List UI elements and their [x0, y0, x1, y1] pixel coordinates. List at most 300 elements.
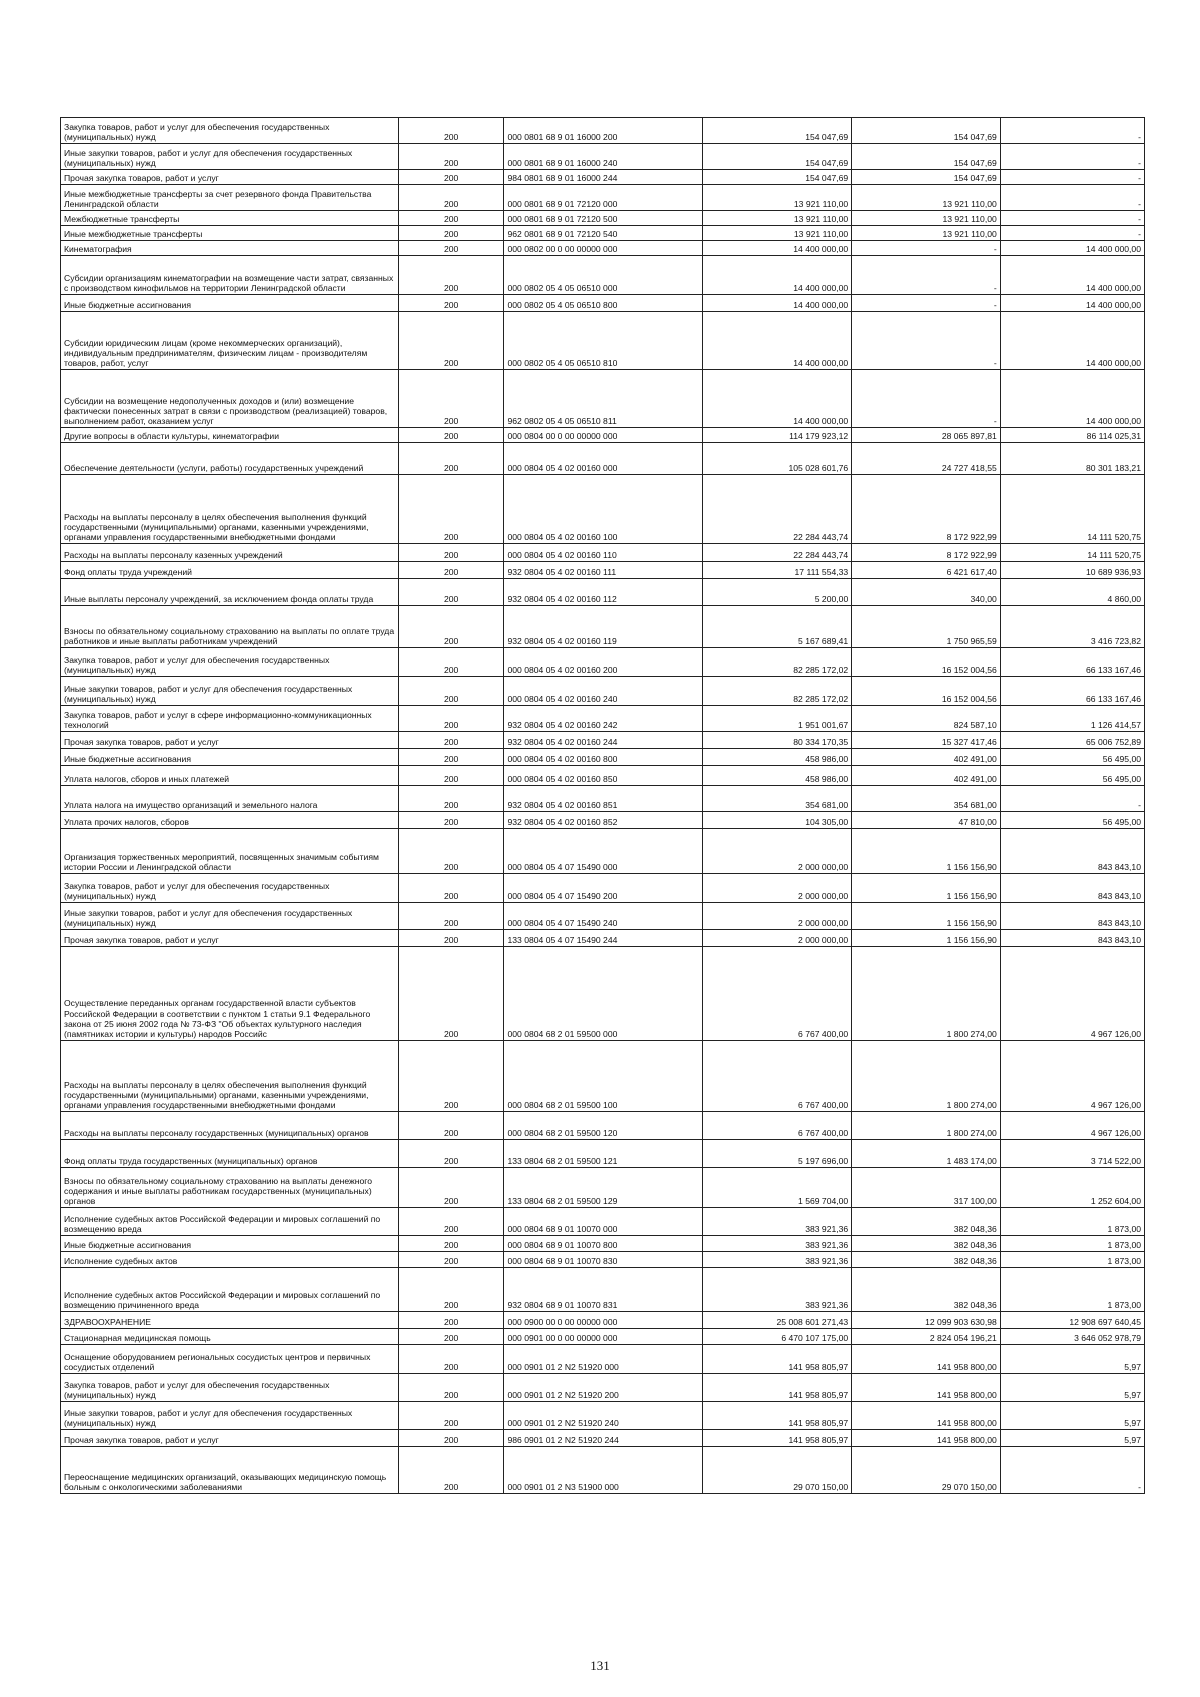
line-code: 200 [398, 475, 504, 544]
line-code: 200 [398, 812, 504, 829]
remaining-amount: - [1000, 786, 1144, 812]
expense-name: Межбюджетные трансферты [61, 211, 399, 226]
expense-name: Переоснащение медицинских организаций, оказывающих медицинскую помощь больным с онкологическими заболеваниями [61, 1447, 399, 1494]
executed-amount: 141 958 800,00 [852, 1374, 1001, 1402]
remaining-amount: 5,97 [1000, 1345, 1144, 1374]
table-row [61, 874, 1145, 903]
budget-classification-code: 133 0804 68 2 01 59500 121 [504, 1140, 702, 1168]
remaining-amount: 14 400 000,00 [1000, 256, 1144, 295]
expense-name: Прочая закупка товаров, работ и услуг [61, 170, 399, 185]
budget-classification-code: 000 0802 05 4 05 06510 000 [504, 256, 702, 295]
table-row [61, 144, 1145, 170]
expense-name: Субсидии юридическим лицам (кроме некоммерческих организаций), индивидуальным предпринимателям, физическим лицам - производителям товаров, работ, услуг [61, 312, 399, 370]
expense-name: Взносы по обязательному социальному страхованию на выплаты денежного содержания и иные выплаты работникам государственных (муниципальных) органов [61, 1168, 399, 1208]
budget-classification-code: 000 0804 05 4 02 00160 800 [504, 749, 702, 766]
budget-classification-code: 986 0901 01 2 N2 51920 244 [504, 1430, 702, 1447]
expense-name: Субсидии организациям кинематографии на возмещение части затрат, связанных с производством кинофильмов на территории Ленинградской области [61, 256, 399, 295]
line-code: 200 [398, 170, 504, 185]
expense-name: ЗДРАВООХРАНЕНИЕ [61, 1312, 399, 1329]
expense-name: Исполнение судебных актов Российской Федерации и мировых соглашений по возмещению причиненного вреда [61, 1268, 399, 1312]
executed-amount: 1 750 965,59 [852, 606, 1001, 648]
expense-name: Закупка товаров, работ и услуг для обеспечения государственных (муниципальных) нужд [61, 1374, 399, 1402]
table-row [61, 1447, 1145, 1494]
executed-amount: 6 421 617,40 [852, 562, 1001, 579]
remaining-amount: - [1000, 211, 1144, 226]
executed-amount: 24 727 418,55 [852, 443, 1001, 475]
approved-amount: 383 921,36 [702, 1208, 852, 1236]
remaining-amount: 4 967 126,00 [1000, 1041, 1144, 1112]
approved-amount: 14 400 000,00 [702, 295, 852, 312]
executed-amount: 8 172 922,99 [852, 475, 1001, 544]
remaining-amount: 4 967 126,00 [1000, 947, 1144, 1041]
approved-amount: 14 400 000,00 [702, 241, 852, 256]
table-row [61, 562, 1145, 579]
table-row [61, 226, 1145, 241]
remaining-amount: - [1000, 185, 1144, 211]
expense-name: Иные закупки товаров, работ и услуг для обеспечения государственных (муниципальных) нужд [61, 1402, 399, 1430]
executed-amount: 141 958 800,00 [852, 1402, 1001, 1430]
executed-amount: 8 172 922,99 [852, 544, 1001, 562]
approved-amount: 141 958 805,97 [702, 1374, 852, 1402]
remaining-amount: 843 843,10 [1000, 930, 1144, 947]
executed-amount: 382 048,36 [852, 1236, 1001, 1252]
approved-amount: 29 070 150,00 [702, 1447, 852, 1494]
approved-amount: 6 767 400,00 [702, 1041, 852, 1112]
line-code: 200 [398, 706, 504, 732]
line-code: 200 [398, 144, 504, 170]
remaining-amount: 12 908 697 640,45 [1000, 1312, 1144, 1329]
remaining-amount: - [1000, 118, 1144, 144]
approved-amount: 141 958 805,97 [702, 1345, 852, 1374]
budget-classification-code: 000 0804 68 9 01 10070 830 [504, 1252, 702, 1268]
remaining-amount: 843 843,10 [1000, 874, 1144, 903]
expense-name: Закупка товаров, работ и услуг для обеспечения государственных (муниципальных) нужд [61, 874, 399, 903]
executed-amount: 28 065 897,81 [852, 428, 1001, 443]
table-row [61, 930, 1145, 947]
table-row [61, 1312, 1145, 1329]
executed-amount: 354 681,00 [852, 786, 1001, 812]
table-row [61, 648, 1145, 677]
table-row [61, 812, 1145, 829]
executed-amount: 154 047,69 [852, 118, 1001, 144]
budget-classification-code: 932 0804 05 4 02 00160 851 [504, 786, 702, 812]
remaining-amount: 56 495,00 [1000, 812, 1144, 829]
executed-amount: 29 070 150,00 [852, 1447, 1001, 1494]
table-row [61, 295, 1145, 312]
remaining-amount: 1 873,00 [1000, 1208, 1144, 1236]
table-row [61, 677, 1145, 706]
executed-amount: 1 800 274,00 [852, 1041, 1001, 1112]
table-row [61, 786, 1145, 812]
table-row [61, 903, 1145, 930]
table-row [61, 1041, 1145, 1112]
expense-name: Другие вопросы в области культуры, кинематографии [61, 428, 399, 443]
table-row [61, 606, 1145, 648]
budget-classification-code: 932 0804 05 4 02 00160 852 [504, 812, 702, 829]
budget-classification-code: 000 0801 68 9 01 72120 000 [504, 185, 702, 211]
budget-classification-code: 000 0804 05 4 02 00160 200 [504, 648, 702, 677]
table-row [61, 1140, 1145, 1168]
executed-amount: 13 921 110,00 [852, 185, 1001, 211]
table-row [61, 1345, 1145, 1374]
line-code: 200 [398, 648, 504, 677]
line-code: 200 [398, 1329, 504, 1345]
budget-classification-code: 000 0801 68 9 01 16000 240 [504, 144, 702, 170]
line-code: 200 [398, 732, 504, 749]
executed-amount: 340,00 [852, 579, 1001, 606]
executed-amount: 1 800 274,00 [852, 1112, 1001, 1140]
line-code: 200 [398, 749, 504, 766]
line-code: 200 [398, 211, 504, 226]
budget-classification-code: 000 0901 01 2 N2 51920 200 [504, 1374, 702, 1402]
line-code: 200 [398, 1268, 504, 1312]
expense-name: Закупка товаров, работ и услуг для обеспечения государственных (муниципальных) нужд [61, 648, 399, 677]
line-code: 200 [398, 677, 504, 706]
executed-amount: - [852, 295, 1001, 312]
approved-amount: 5 167 689,41 [702, 606, 852, 648]
expense-name: Иные бюджетные ассигнования [61, 749, 399, 766]
remaining-amount: 3 646 052 978,79 [1000, 1329, 1144, 1345]
approved-amount: 13 921 110,00 [702, 226, 852, 241]
remaining-amount: 14 400 000,00 [1000, 370, 1144, 428]
budget-execution-table [60, 117, 1145, 1494]
budget-classification-code: 984 0801 68 9 01 16000 244 [504, 170, 702, 185]
expense-name: Закупка товаров, работ и услуг в сфере информационно-коммуникационных технологий [61, 706, 399, 732]
approved-amount: 154 047,69 [702, 144, 852, 170]
remaining-amount: 5,97 [1000, 1430, 1144, 1447]
budget-classification-code: 000 0804 68 2 01 59500 000 [504, 947, 702, 1041]
budget-classification-code: 000 0901 01 2 N2 51920 000 [504, 1345, 702, 1374]
table-row [61, 1168, 1145, 1208]
expense-name: Организация торжественных мероприятий, посвященных значимым событиям истории России и Ленинградской области [61, 829, 399, 874]
executed-amount: 13 921 110,00 [852, 226, 1001, 241]
budget-classification-code: 932 0804 05 4 02 00160 119 [504, 606, 702, 648]
approved-amount: 104 305,00 [702, 812, 852, 829]
approved-amount: 2 000 000,00 [702, 903, 852, 930]
line-code: 200 [398, 1041, 504, 1112]
remaining-amount: 843 843,10 [1000, 829, 1144, 874]
budget-classification-code: 000 0804 68 9 01 10070 800 [504, 1236, 702, 1252]
approved-amount: 383 921,36 [702, 1236, 852, 1252]
table-row [61, 1208, 1145, 1236]
expense-name: Прочая закупка товаров, работ и услуг [61, 930, 399, 947]
executed-amount: 13 921 110,00 [852, 211, 1001, 226]
budget-classification-code: 932 0804 05 4 02 00160 244 [504, 732, 702, 749]
table-row [61, 241, 1145, 256]
line-code: 200 [398, 930, 504, 947]
approved-amount: 458 986,00 [702, 766, 852, 786]
line-code: 200 [398, 1374, 504, 1402]
executed-amount: 1 156 156,90 [852, 874, 1001, 903]
line-code: 200 [398, 1345, 504, 1374]
line-code: 200 [398, 185, 504, 211]
line-code: 200 [398, 226, 504, 241]
line-code: 200 [398, 1236, 504, 1252]
remaining-amount: 86 114 025,31 [1000, 428, 1144, 443]
table-row [61, 211, 1145, 226]
budget-classification-code: 962 0801 68 9 01 72120 540 [504, 226, 702, 241]
executed-amount: 47 810,00 [852, 812, 1001, 829]
line-code: 200 [398, 874, 504, 903]
budget-classification-code: 962 0802 05 4 05 06510 811 [504, 370, 702, 428]
line-code: 200 [398, 1447, 504, 1494]
remaining-amount: 4 860,00 [1000, 579, 1144, 606]
executed-amount: 15 327 417,46 [852, 732, 1001, 749]
expense-name: Расходы на выплаты персоналу в целях обеспечения выполнения функций государственными (муниципальными) органами, казенными учреждениями, органами управления государственными внебюджетными фондами [61, 475, 399, 544]
approved-amount: 141 958 805,97 [702, 1430, 852, 1447]
expense-name: Уплата прочих налогов, сборов [61, 812, 399, 829]
approved-amount: 154 047,69 [702, 118, 852, 144]
table-row [61, 1252, 1145, 1268]
remaining-amount: 1 873,00 [1000, 1236, 1144, 1252]
table-row [61, 1268, 1145, 1312]
executed-amount: - [852, 256, 1001, 295]
line-code: 200 [398, 1430, 504, 1447]
executed-amount: 1 156 156,90 [852, 903, 1001, 930]
line-code: 200 [398, 562, 504, 579]
line-code: 200 [398, 1168, 504, 1208]
table-row [61, 312, 1145, 370]
remaining-amount: 14 400 000,00 [1000, 241, 1144, 256]
approved-amount: 154 047,69 [702, 170, 852, 185]
remaining-amount: 3 714 522,00 [1000, 1140, 1144, 1168]
expense-name: Закупка товаров, работ и услуг для обеспечения государственных (муниципальных) нужд [61, 118, 399, 144]
remaining-amount: 56 495,00 [1000, 766, 1144, 786]
table-row [61, 185, 1145, 211]
approved-amount: 1 569 704,00 [702, 1168, 852, 1208]
table-row [61, 170, 1145, 185]
line-code: 200 [398, 370, 504, 428]
expense-name: Уплата налога на имущество организаций и земельного налога [61, 786, 399, 812]
expense-name: Иные выплаты персоналу учреждений, за исключением фонда оплаты труда [61, 579, 399, 606]
expense-name: Кинематография [61, 241, 399, 256]
budget-classification-code: 000 0804 05 4 02 00160 240 [504, 677, 702, 706]
line-code: 200 [398, 118, 504, 144]
table-row [61, 749, 1145, 766]
budget-classification-code: 932 0804 05 4 02 00160 112 [504, 579, 702, 606]
table-row [61, 579, 1145, 606]
expense-name: Фонд оплаты труда государственных (муниципальных) органов [61, 1140, 399, 1168]
expense-name: Уплата налогов, сборов и иных платежей [61, 766, 399, 786]
line-code: 200 [398, 1312, 504, 1329]
budget-classification-code: 000 0804 05 4 07 15490 240 [504, 903, 702, 930]
remaining-amount: 65 006 752,89 [1000, 732, 1144, 749]
remaining-amount: - [1000, 1447, 1144, 1494]
line-code: 200 [398, 579, 504, 606]
executed-amount: 317 100,00 [852, 1168, 1001, 1208]
approved-amount: 458 986,00 [702, 749, 852, 766]
line-code: 200 [398, 766, 504, 786]
executed-amount: 154 047,69 [852, 144, 1001, 170]
expense-name: Обеспечение деятельности (услуги, работы) государственных учреждений [61, 443, 399, 475]
table-row [61, 829, 1145, 874]
expense-name: Исполнение судебных актов Российской Федерации и мировых соглашений по возмещению вреда [61, 1208, 399, 1236]
executed-amount: - [852, 312, 1001, 370]
budget-classification-code: 000 0804 68 2 01 59500 120 [504, 1112, 702, 1140]
expense-name: Расходы на выплаты персоналу государственных (муниципальных) органов [61, 1112, 399, 1140]
remaining-amount: 66 133 167,46 [1000, 677, 1144, 706]
executed-amount: 154 047,69 [852, 170, 1001, 185]
line-code: 200 [398, 903, 504, 930]
remaining-amount: 1 252 604,00 [1000, 1168, 1144, 1208]
table-row [61, 1374, 1145, 1402]
line-code: 200 [398, 1112, 504, 1140]
expense-name: Оснащение оборудованием региональных сосудистых центров и первичных сосудистых отделений [61, 1345, 399, 1374]
line-code: 200 [398, 1140, 504, 1168]
approved-amount: 5 197 696,00 [702, 1140, 852, 1168]
line-code: 200 [398, 428, 504, 443]
executed-amount: 382 048,36 [852, 1268, 1001, 1312]
approved-amount: 2 000 000,00 [702, 874, 852, 903]
table-row [61, 256, 1145, 295]
executed-amount: 382 048,36 [852, 1252, 1001, 1268]
budget-classification-code: 000 0804 05 4 02 00160 110 [504, 544, 702, 562]
approved-amount: 2 000 000,00 [702, 829, 852, 874]
budget-classification-code: 932 0804 05 4 02 00160 111 [504, 562, 702, 579]
expense-name: Иные межбюджетные трансферты за счет резервного фонда Правительства Ленинградской области [61, 185, 399, 211]
remaining-amount: 14 111 520,75 [1000, 544, 1144, 562]
expense-name: Осуществление переданных органам государственной власти субъектов Российской Федерации в соответствии с пунктом 1 статьи 9.1 Федерального закона от 25 июня 2002 года № 73-ФЗ "Об объектах культурного наследия (памятниках истории и культуры) народов Российс [61, 947, 399, 1041]
approved-amount: 6 767 400,00 [702, 1112, 852, 1140]
expense-name: Стационарная медицинская помощь [61, 1329, 399, 1345]
budget-classification-code: 932 0804 05 4 02 00160 242 [504, 706, 702, 732]
budget-classification-code: 000 0901 00 0 00 00000 000 [504, 1329, 702, 1345]
approved-amount: 17 111 554,33 [702, 562, 852, 579]
budget-classification-code: 932 0804 68 9 01 10070 831 [504, 1268, 702, 1312]
table-row [61, 118, 1145, 144]
expense-name: Иные закупки товаров, работ и услуг для обеспечения государственных (муниципальных) нужд [61, 903, 399, 930]
executed-amount: 1 800 274,00 [852, 947, 1001, 1041]
remaining-amount: 1 873,00 [1000, 1268, 1144, 1312]
table-row [61, 428, 1145, 443]
approved-amount: 383 921,36 [702, 1268, 852, 1312]
approved-amount: 22 284 443,74 [702, 544, 852, 562]
remaining-amount: 10 689 936,93 [1000, 562, 1144, 579]
line-code: 200 [398, 544, 504, 562]
expense-name: Иные закупки товаров, работ и услуг для обеспечения государственных (муниципальных) нужд [61, 144, 399, 170]
approved-amount: 13 921 110,00 [702, 185, 852, 211]
budget-classification-code: 000 0804 00 0 00 00000 000 [504, 428, 702, 443]
approved-amount: 5 200,00 [702, 579, 852, 606]
expense-name: Иные закупки товаров, работ и услуг для обеспечения государственных (муниципальных) нужд [61, 677, 399, 706]
approved-amount: 6 767 400,00 [702, 947, 852, 1041]
executed-amount: 2 824 054 196,21 [852, 1329, 1001, 1345]
executed-amount: 382 048,36 [852, 1208, 1001, 1236]
executed-amount: 141 958 800,00 [852, 1345, 1001, 1374]
line-code: 200 [398, 829, 504, 874]
remaining-amount: - [1000, 144, 1144, 170]
remaining-amount: 1 873,00 [1000, 1252, 1144, 1268]
table-row [61, 706, 1145, 732]
expense-name: Взносы по обязательному социальному страхованию на выплаты по оплате труда работников и иные выплаты работникам учреждений [61, 606, 399, 648]
table-row [61, 1402, 1145, 1430]
approved-amount: 13 921 110,00 [702, 211, 852, 226]
line-code: 200 [398, 786, 504, 812]
executed-amount: 1 483 174,00 [852, 1140, 1001, 1168]
budget-classification-code: 000 0900 00 0 00 00000 000 [504, 1312, 702, 1329]
budget-classification-code: 000 0804 05 4 02 00160 000 [504, 443, 702, 475]
budget-classification-code: 000 0802 05 4 05 06510 800 [504, 295, 702, 312]
remaining-amount: 5,97 [1000, 1402, 1144, 1430]
remaining-amount: 14 111 520,75 [1000, 475, 1144, 544]
expense-name: Субсидии на возмещение недополученных доходов и (или) возмещение фактически понесенных затрат в связи с производством (реализацией) товаров, выполнением работ, оказанием услуг [61, 370, 399, 428]
table-body [61, 118, 1145, 1494]
table-row [61, 1112, 1145, 1140]
executed-amount: 402 491,00 [852, 749, 1001, 766]
remaining-amount: 66 133 167,46 [1000, 648, 1144, 677]
approved-amount: 14 400 000,00 [702, 256, 852, 295]
approved-amount: 1 951 001,67 [702, 706, 852, 732]
approved-amount: 354 681,00 [702, 786, 852, 812]
table-row [61, 370, 1145, 428]
expense-name: Прочая закупка товаров, работ и услуг [61, 732, 399, 749]
budget-classification-code: 000 0804 05 4 02 00160 850 [504, 766, 702, 786]
budget-classification-code: 000 0804 68 2 01 59500 100 [504, 1041, 702, 1112]
expense-name: Исполнение судебных актов [61, 1252, 399, 1268]
executed-amount: 16 152 004,56 [852, 648, 1001, 677]
expense-name: Иные бюджетные ассигнования [61, 295, 399, 312]
remaining-amount: 843 843,10 [1000, 903, 1144, 930]
remaining-amount: 1 126 414,57 [1000, 706, 1144, 732]
line-code: 200 [398, 312, 504, 370]
budget-classification-code: 000 0802 05 4 05 06510 810 [504, 312, 702, 370]
budget-classification-code: 000 0804 05 4 02 00160 100 [504, 475, 702, 544]
budget-classification-code: 000 0804 05 4 07 15490 200 [504, 874, 702, 903]
approved-amount: 105 028 601,76 [702, 443, 852, 475]
table-row [61, 1329, 1145, 1345]
executed-amount: 402 491,00 [852, 766, 1001, 786]
line-code: 200 [398, 1208, 504, 1236]
approved-amount: 6 470 107 175,00 [702, 1329, 852, 1345]
table-row [61, 732, 1145, 749]
table-row [61, 1236, 1145, 1252]
remaining-amount: 4 967 126,00 [1000, 1112, 1144, 1140]
approved-amount: 14 400 000,00 [702, 370, 852, 428]
executed-amount: - [852, 370, 1001, 428]
budget-classification-code: 133 0804 68 2 01 59500 129 [504, 1168, 702, 1208]
approved-amount: 2 000 000,00 [702, 930, 852, 947]
line-code: 200 [398, 947, 504, 1041]
budget-classification-code: 000 0801 68 9 01 16000 200 [504, 118, 702, 144]
approved-amount: 82 285 172,02 [702, 648, 852, 677]
table-row [61, 1430, 1145, 1447]
expense-name: Иные межбюджетные трансферты [61, 226, 399, 241]
remaining-amount: 56 495,00 [1000, 749, 1144, 766]
expense-name: Расходы на выплаты персоналу в целях обеспечения выполнения функций государственными (муниципальными) органами, казенными учреждениями, органами управления государственными внебюджетными фондами [61, 1041, 399, 1112]
executed-amount: 12 099 903 630,98 [852, 1312, 1001, 1329]
budget-classification-code: 000 0901 01 2 N2 51920 240 [504, 1402, 702, 1430]
expense-name: Расходы на выплаты персоналу казенных учреждений [61, 544, 399, 562]
line-code: 200 [398, 443, 504, 475]
budget-classification-code: 000 0802 00 0 00 00000 000 [504, 241, 702, 256]
executed-amount: - [852, 241, 1001, 256]
approved-amount: 80 334 170,35 [702, 732, 852, 749]
approved-amount: 14 400 000,00 [702, 312, 852, 370]
remaining-amount: - [1000, 170, 1144, 185]
expense-name: Иные бюджетные ассигнования [61, 1236, 399, 1252]
remaining-amount: 14 400 000,00 [1000, 295, 1144, 312]
table-row [61, 947, 1145, 1041]
budget-classification-code: 000 0801 68 9 01 72120 500 [504, 211, 702, 226]
table-row [61, 443, 1145, 475]
page-number: 131 [590, 1658, 610, 1673]
budget-classification-code: 133 0804 05 4 07 15490 244 [504, 930, 702, 947]
remaining-amount: 80 301 183,21 [1000, 443, 1144, 475]
approved-amount: 141 958 805,97 [702, 1402, 852, 1430]
line-code: 200 [398, 241, 504, 256]
remaining-amount: - [1000, 226, 1144, 241]
approved-amount: 25 008 601 271,43 [702, 1312, 852, 1329]
